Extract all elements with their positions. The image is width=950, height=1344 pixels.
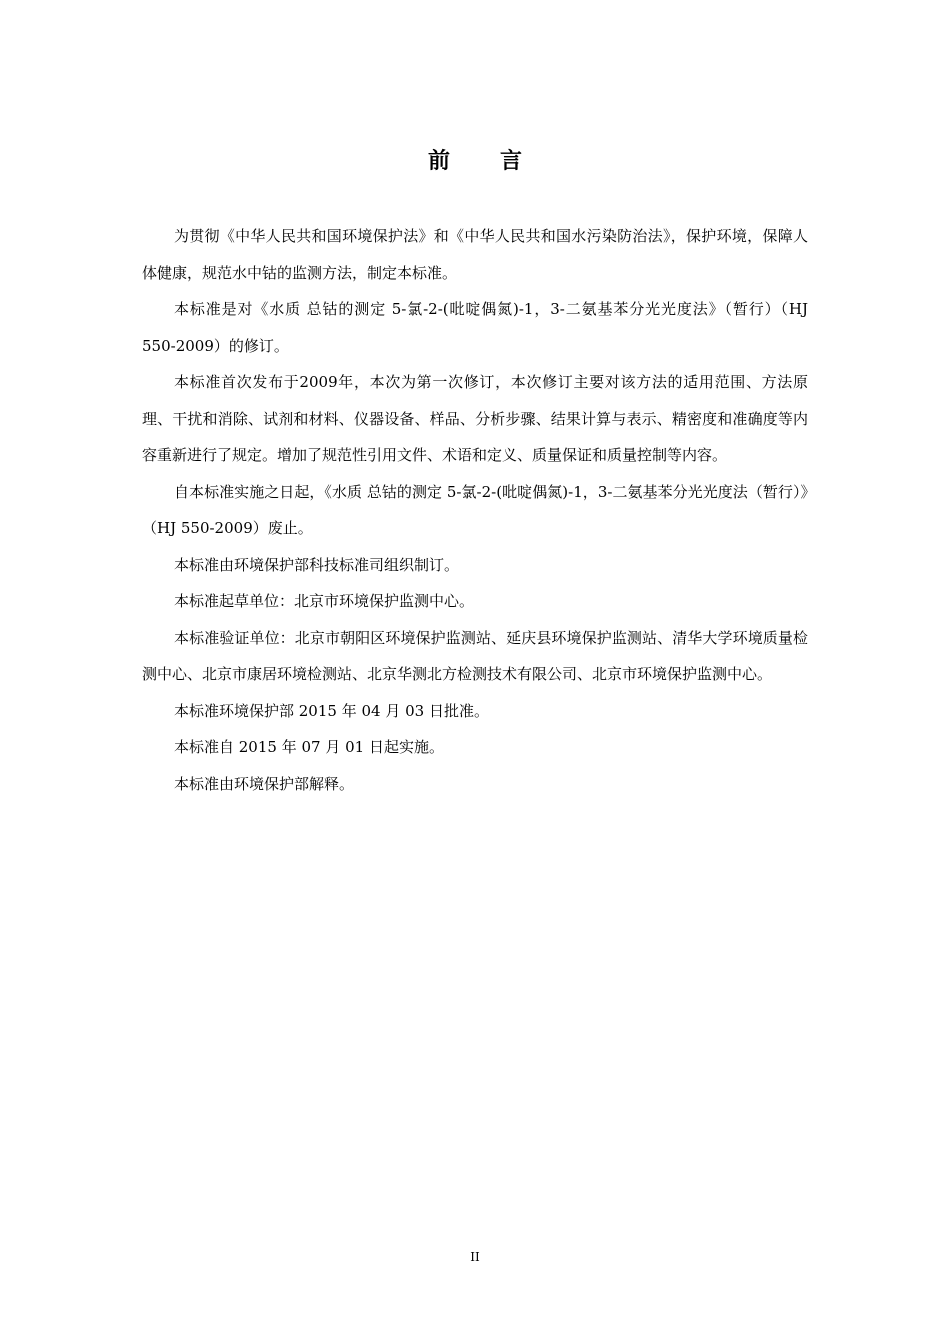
foreword-body: [142, 218, 808, 802]
paragraph-abolished: 自本标准实施之日起，《水质 总钴的测定 5-氯-2-(吡啶偶氮)-1，3-二氨基苯分光光度法（暂行）》（HJ 550-2009）废止。: [142, 482, 808, 537]
paragraph-interpretation: 本标准由环境保护部解释。: [174, 774, 355, 793]
paragraph-approval-date: 本标准环境保护部 2015 年 04 月 03 日批准。: [174, 701, 489, 720]
paragraph-effective-date: 本标准自 2015 年 07 月 01 日起实施。: [174, 738, 444, 756]
paragraph-revision-of: 本标准是对《水质 总钴的测定 5-氯-2-(吡啶偶氮)-1，3-二氨基苯分光光度法》（暂行）（HJ 550-2009）的修订。: [142, 300, 808, 355]
paragraph-purpose: 为贯彻《中华人民共和国环境保护法》和《中华人民共和国水污染防治法》，保护环境，保障人体健康，规范水中钴的监测方法，制定本标准。: [142, 227, 808, 282]
paragraph-verification-units: 本标准验证单位：北京市朝阳区环境保护监测站、延庆县环境保护监测站、清华大学环境质量检测中心、北京市康居环境检测站、北京华测北方检测技术有限公司、北京市环境保护监测中心。: [142, 628, 808, 683]
title-char-2: 言: [500, 149, 523, 174]
paragraph-organizer: 本标准由环境保护部科技标准司组织制订。: [174, 555, 460, 574]
page-number: II: [470, 1250, 480, 1264]
title-char-1: 前: [427, 149, 450, 174]
paragraph-drafting-unit: 本标准起草单位：北京市环境保护监测中心。: [174, 592, 475, 610]
page-title: [0, 144, 950, 180]
paragraph-revision-history: 本标准首次发布于2009年，本次为第一次修订，本次修订主要对该方法的适用范围、方法原理、干扰和消除、试剂和材料、仪器设备、样品、分析步骤、结果计算与表示、精密度和准确度等内容重新进行了规定。增加了规范性引用文件、术语和定义、质量保证和质量控制等内容。: [142, 373, 808, 464]
